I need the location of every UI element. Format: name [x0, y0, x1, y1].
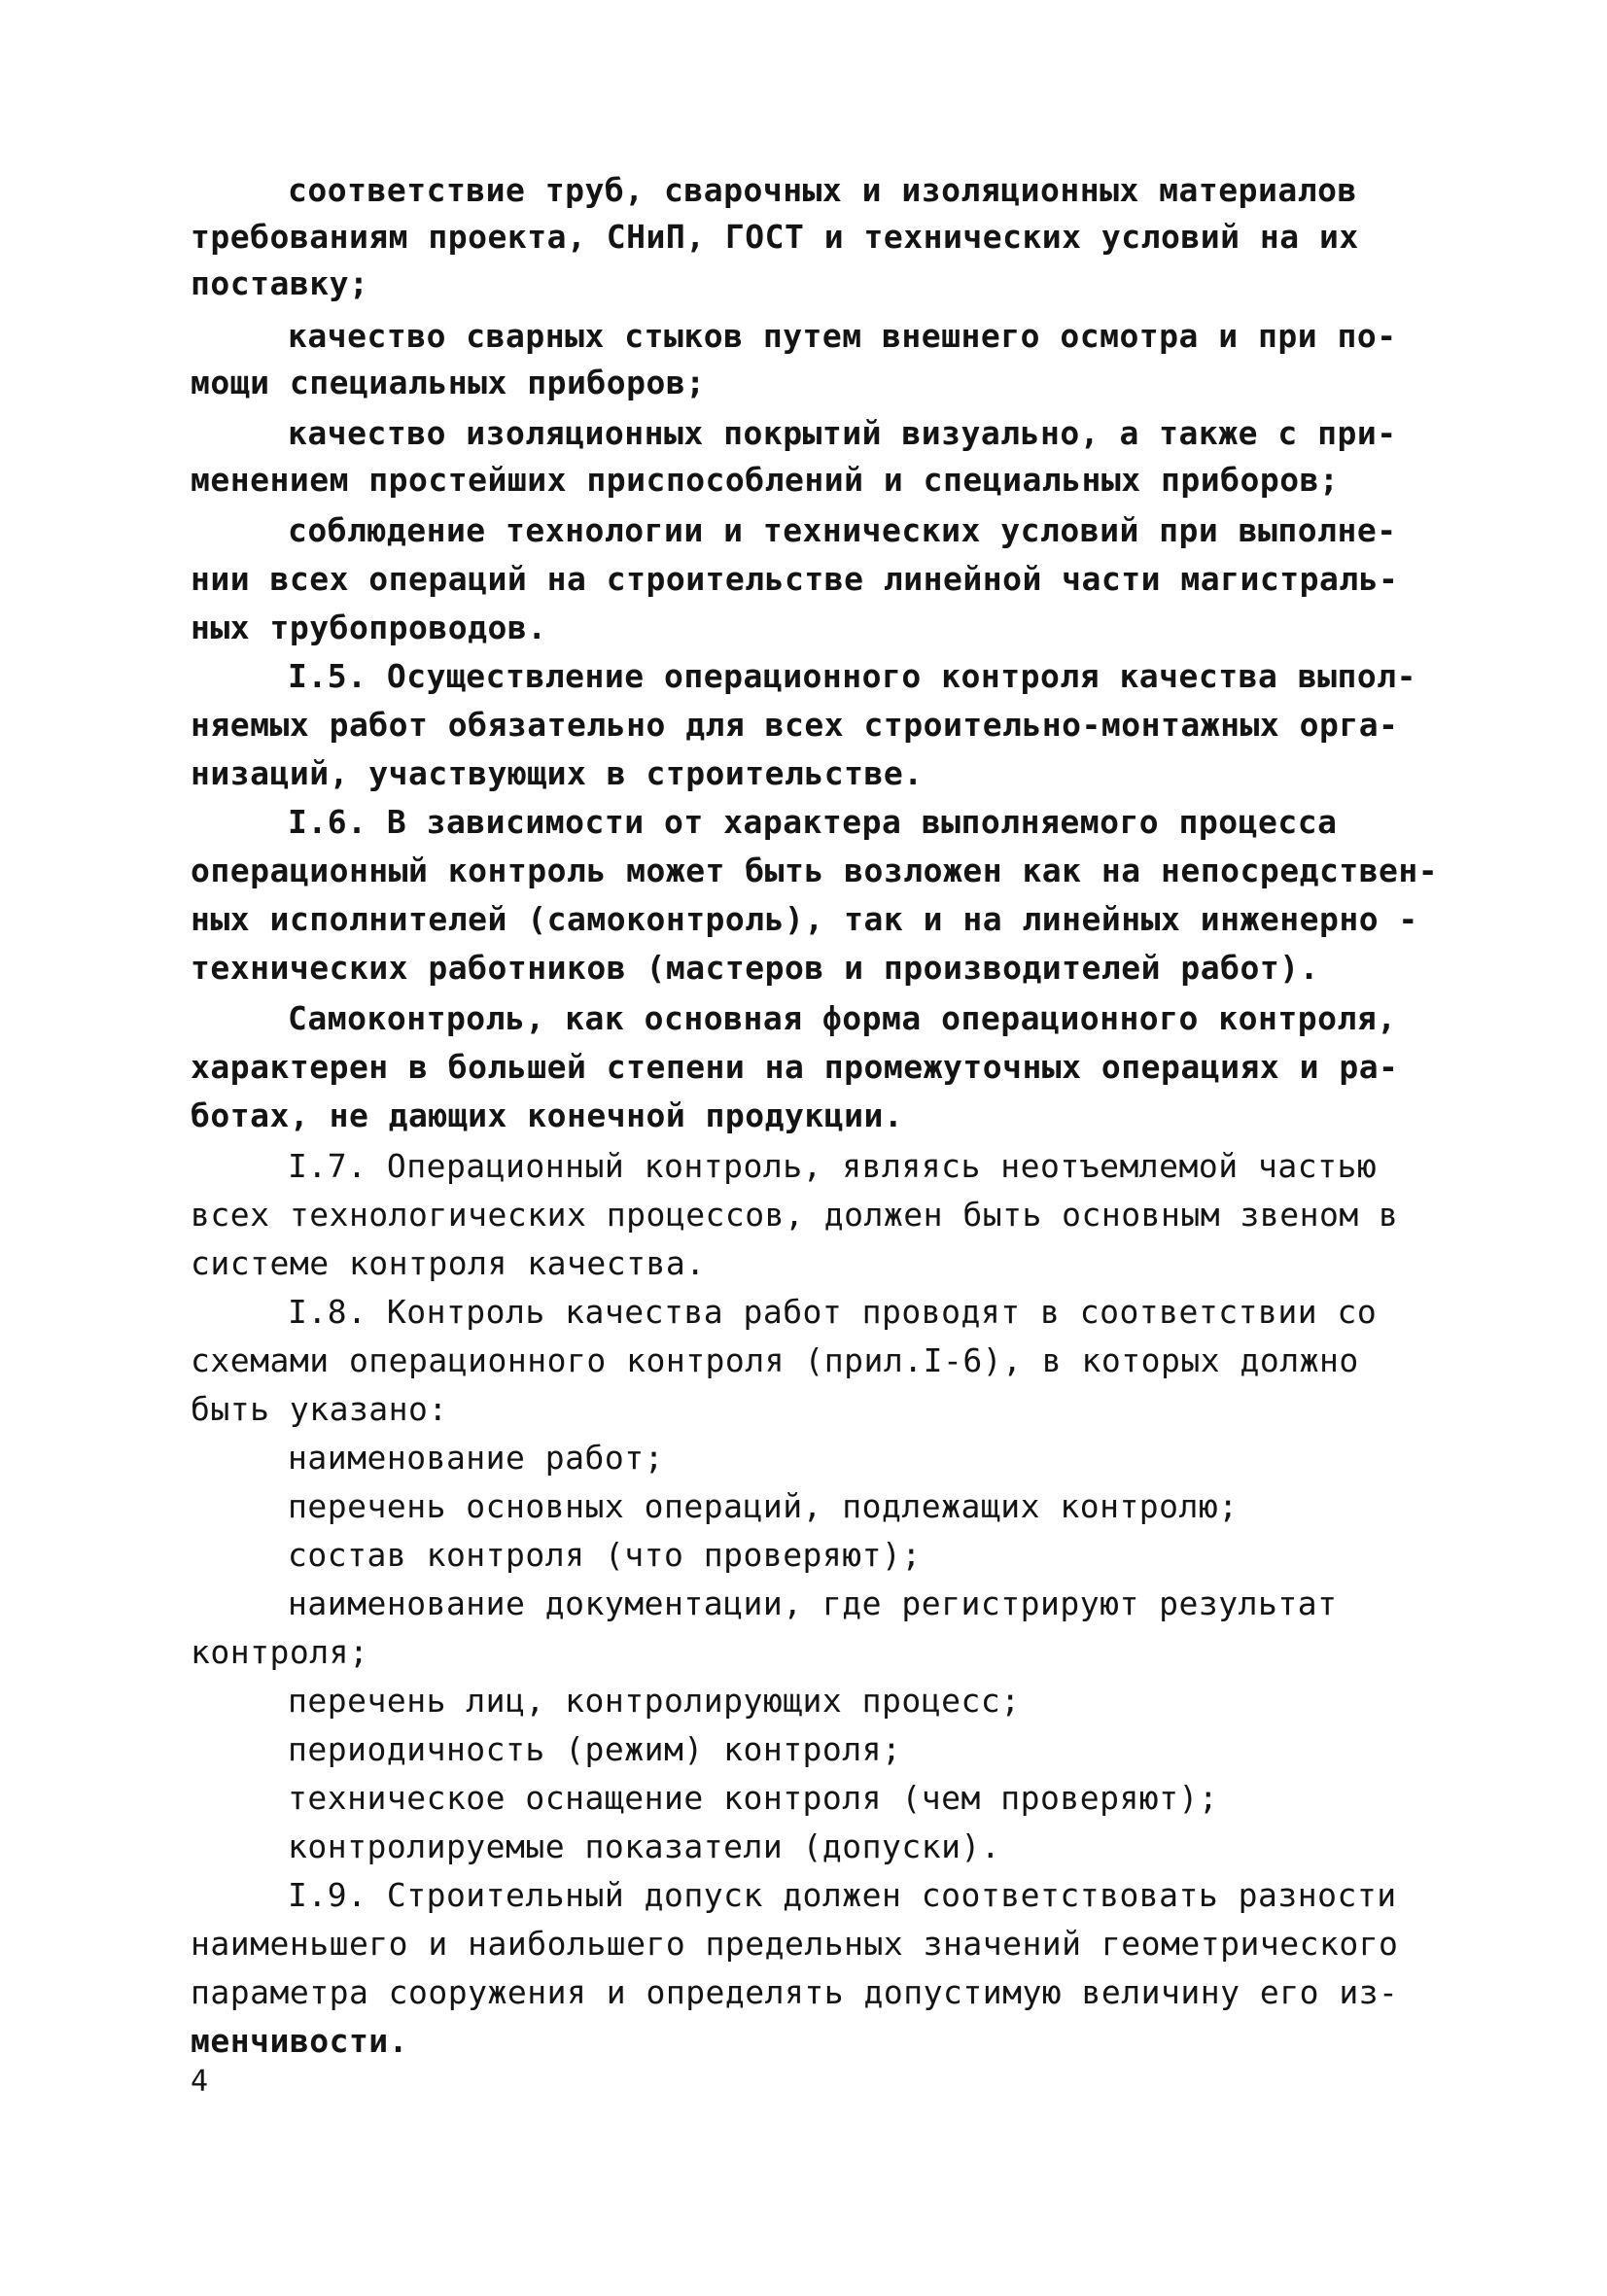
text-line: системе контроля качества.	[191, 1244, 706, 1282]
text-line: параметра сооружения и определять допустимую величину его из-	[191, 1973, 1399, 2011]
text-line: ных исполнителей (самоконтроль), так и на линейных инженерно -	[191, 900, 1418, 938]
text-line: контролируемые показатели (допуски).	[288, 1827, 1001, 1865]
text-line: контроля;	[191, 1633, 369, 1671]
text-line: схемами операционного контроля (прил.I-6), в которых должно	[191, 1341, 1359, 1379]
text-line: I.6. В зависимости от характера выполняемого процесса	[288, 803, 1338, 841]
text-line: качество изоляционных покрытий визуально, а также с при-	[288, 414, 1397, 452]
text-line: I.5. Осуществление операционного контроля качества выпол-	[288, 657, 1416, 695]
text-line: качество сварных стыков путем внешнего осмотра и при по-	[288, 317, 1397, 355]
text-line: операционный контроль может быть возложен как на непосредствен-	[191, 852, 1439, 889]
text-line: состав контроля (что проверяют);	[288, 1536, 922, 1574]
text-line: I.8. Контроль качества работ проводят в соответствии со	[288, 1293, 1378, 1331]
text-line: техническое оснащение контроля (чем проверяют);	[288, 1779, 1219, 1817]
text-line: менением простейших приспособлений и специальных приборов;	[191, 461, 1340, 499]
text-line: наименование документации, где регистрируют результат	[288, 1584, 1338, 1622]
text-line: I.7. Операционный контроль, являясь неотъемлемой частью	[288, 1147, 1378, 1185]
text-line: нии всех операций на строительстве линейной части магистраль-	[191, 560, 1399, 598]
text-line: низаций, участвующих в строительстве.	[191, 754, 924, 792]
text-line: наименьшего и наибольшего предельных значений геометрического	[191, 1925, 1399, 1963]
text-line: характерен в большей степени на промежуточных операциях и ра-	[191, 1048, 1399, 1086]
text-line: наименование работ;	[288, 1439, 664, 1477]
text-line: периодичность (режим) контроля;	[288, 1730, 902, 1768]
text-line: I.9. Строительный допуск должен соответствовать разности	[288, 1876, 1397, 1914]
text-line: перечень основных операций, подлежащих контролю;	[288, 1487, 1239, 1525]
text-line: поставку;	[191, 264, 369, 302]
text-line: ных трубопроводов.	[191, 609, 547, 646]
text-line: быть указано:	[191, 1390, 448, 1428]
text-line: Самоконтроль, как основная форма операционного контроля,	[288, 999, 1397, 1037]
text-line: соблюдение технологии и технических условий при выполне-	[288, 511, 1397, 549]
page-number: 4	[191, 2065, 209, 2099]
text-line: технических работников (мастеров и производителей работ).	[191, 949, 1319, 987]
text-line: требованиям проекта, СНиП, ГОСТ и технических условий на их	[191, 218, 1359, 256]
text-line: мощи специальных приборов;	[191, 364, 706, 401]
text-line: няемых работ обязательно для всех строительно-монтажных орга-	[191, 706, 1399, 744]
text-line: перечень лиц, контролирующих процесс;	[288, 1682, 1021, 1720]
text-line: ботах, не дающих конечной продукции.	[191, 1096, 904, 1134]
text-line: всех технологических процессов, должен быть основным звеном в	[191, 1196, 1399, 1234]
text-line: менчивости.	[191, 2022, 409, 2060]
text-line: соответствие труб, сварочных и изоляционных материалов	[288, 171, 1357, 209]
